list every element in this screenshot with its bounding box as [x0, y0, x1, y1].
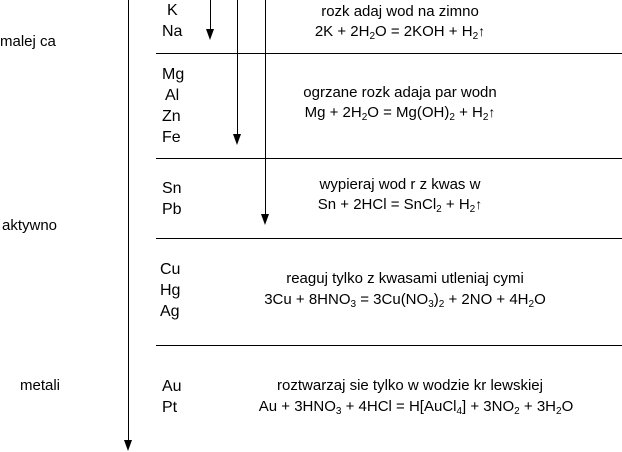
group2-arrowhead-icon [233, 134, 241, 145]
main-trend-arrow-line [128, 0, 129, 440]
side-label-metals: metali [20, 377, 61, 394]
group5-description: roztwarzaj sie tylko w wodzie kr lewskiej [277, 377, 543, 394]
metal-symbol: Au [162, 378, 182, 395]
side-label-activity: aktywno [2, 217, 58, 234]
group3-description: wypieraj wod r z kwas w [319, 176, 481, 193]
group4-description: reaguj tylko z kwasami utleniaj cymi [286, 270, 524, 287]
group3-equation: Sn + 2HCl = SnCl$_2$ + $H_2↑$ [317, 196, 483, 215]
metal-symbol: K [167, 2, 178, 19]
main-trend-arrowhead-icon [124, 440, 132, 451]
separator-3 [156, 238, 622, 239]
metal-symbol: Al [165, 87, 180, 104]
separator-4 [156, 345, 622, 346]
metal-symbol: Na [162, 23, 183, 40]
group1-arrow-line [210, 0, 211, 30]
group1-equation: $2K + 2H_2O = 2KOH$ + $H_2↑$ [314, 23, 486, 42]
metal-list-group2 [162, 64, 184, 148]
metal-symbol: Cu [160, 261, 181, 278]
metal-symbol: Mg [162, 66, 185, 83]
metal-list-group5 [162, 376, 182, 418]
metal-symbol: Hg [160, 282, 181, 299]
group1-arrowhead-icon [206, 29, 214, 40]
metal-symbol: Ag [160, 303, 180, 320]
metal-list-group3 [162, 178, 182, 220]
metal-symbol: Zn [162, 108, 181, 125]
group2-arrow-line [237, 0, 238, 135]
separator-1 [156, 53, 622, 54]
side-label-decreasing: malej ca [0, 33, 56, 50]
metal-symbol: Sn [162, 180, 182, 197]
group3-arrowhead-icon [261, 214, 269, 225]
separator-2 [156, 158, 622, 159]
group2-description: ogrzane rozk adaja par wodn [303, 84, 497, 101]
metal-list-group1 [162, 0, 182, 42]
gas-up-arrow-icon: ↑ [475, 196, 483, 212]
gas-up-arrow-icon: ↑ [488, 104, 496, 120]
metal-symbol: Pb [162, 201, 182, 218]
group5-equation: $Au + 3HNO_3 + 4HCl$ = H[AuCl$_4$] + $3NO_2 + 3H_2O$ [258, 398, 574, 417]
metal-symbol: Fe [162, 129, 181, 146]
group2-equation: $Mg + 2H_2O = Mg(OH)_2$ + $H_2↑$ [304, 104, 496, 123]
gas-up-arrow-icon: ↑ [478, 23, 486, 39]
metal-list-group4 [160, 259, 180, 322]
metal-symbol: Pt [162, 399, 178, 416]
group4-equation: $3Cu + 8HNO_3 = 3Cu(NO_3)_2 + 2NO + 4H_2O$ [264, 291, 546, 310]
group1-description: rozk adaj wod na zimno [321, 3, 479, 20]
